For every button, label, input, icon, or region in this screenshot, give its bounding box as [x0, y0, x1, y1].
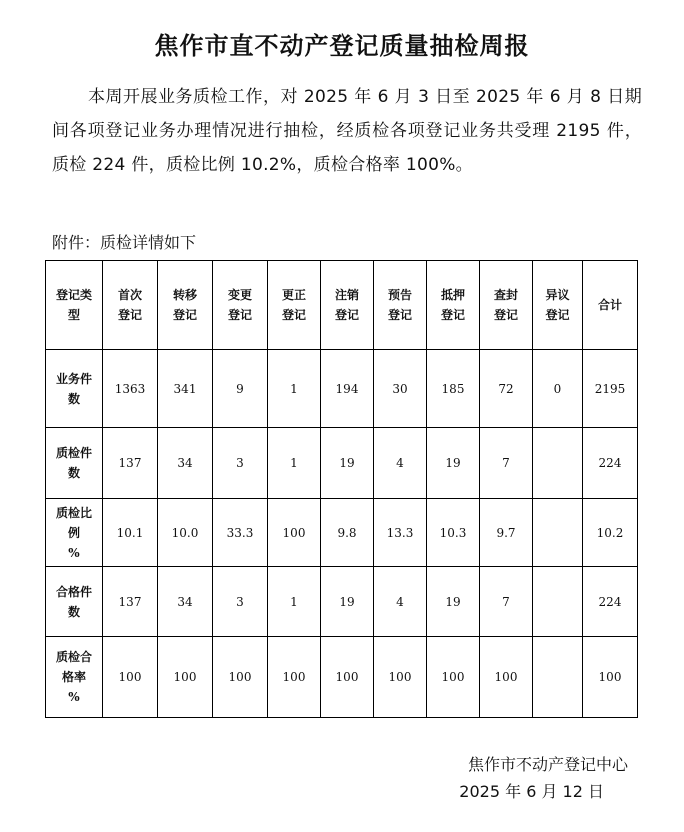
header-col-line2: 登记 [117, 308, 142, 322]
table-row [46, 428, 638, 499]
table-cell: 10.1 [103, 499, 158, 567]
table-cell: 224 [583, 428, 638, 499]
table-cell: 19 [321, 428, 374, 499]
table-row [46, 567, 638, 637]
table-cell: 1 [268, 567, 321, 637]
table-cell: 19 [427, 428, 480, 499]
table-cell: 19 [321, 567, 374, 637]
table-header-row [46, 261, 638, 350]
table-cell: 1 [268, 350, 321, 428]
table-cell: 30 [374, 350, 427, 428]
header-type-line1: 登记类 [55, 288, 92, 302]
row-label-line: % [68, 690, 80, 704]
table-cell: 3 [213, 567, 268, 637]
row-label-line: 数 [67, 391, 80, 406]
table-cell: 3 [213, 428, 268, 499]
table-cell: 185 [427, 350, 480, 428]
table-cell: 100 [268, 499, 321, 567]
row-label-cell [46, 499, 103, 567]
row-label-line: 格率 [61, 670, 86, 684]
table-cell: 9.8 [321, 499, 374, 567]
row-label-cell [46, 428, 103, 499]
header-col-line2: 登记 [440, 308, 465, 322]
header-col-line2: 登记 [493, 308, 518, 322]
header-column [374, 261, 427, 350]
row-label-line: 质检合 [55, 650, 92, 664]
header-col-line1: 合计 [597, 298, 622, 312]
table-cell [533, 499, 583, 567]
table-cell: 1363 [103, 350, 158, 428]
header-col-line2: 登记 [545, 308, 570, 322]
table-cell: 9.7 [480, 499, 533, 567]
table-row [46, 350, 638, 428]
header-column [480, 261, 533, 350]
table-cell: 100 [321, 637, 374, 718]
row-label-line: 数 [67, 466, 80, 480]
header-col-line1: 抵押 [440, 288, 465, 302]
table-cell: 0 [533, 350, 583, 428]
table-cell [533, 567, 583, 637]
table-cell: 100 [583, 637, 638, 718]
row-label-line: 质检件 [55, 446, 92, 460]
table-cell: 10.2 [583, 499, 638, 567]
table-cell: 194 [321, 350, 374, 428]
report-title: 焦作市直不动产登记质量抽检周报 [154, 31, 530, 60]
header-col-line1: 异议 [545, 288, 570, 302]
header-col-line1: 预告 [387, 288, 412, 302]
table-row [46, 499, 638, 567]
header-column [103, 261, 158, 350]
table-cell: 100 [103, 637, 158, 718]
footer-organization: 焦作市不动产登记中心 [467, 755, 628, 774]
attachment-note: 附件：质检详情如下 [52, 233, 197, 252]
table-cell: 13.3 [374, 499, 427, 567]
table-cell: 100 [374, 637, 427, 718]
header-col-line1: 首次 [117, 288, 142, 302]
row-label-line: 例 [67, 525, 80, 540]
table-cell: 10.0 [158, 499, 213, 567]
table-cell: 7 [480, 567, 533, 637]
table-cell: 341 [158, 350, 213, 428]
table-cell: 34 [158, 567, 213, 637]
header-column [321, 261, 374, 350]
table-cell: 137 [103, 567, 158, 637]
header-column [158, 261, 213, 350]
header-column [427, 261, 480, 350]
table-row [46, 637, 638, 718]
table-cell [533, 637, 583, 718]
table-cell: 4 [374, 567, 427, 637]
table-cell: 2195 [583, 350, 638, 428]
footer-date: 2025 年 6 月 12 日 [459, 782, 604, 801]
header-type-line2: 型 [67, 308, 80, 322]
header-col-line1: 注销 [334, 288, 359, 302]
header-column [268, 261, 321, 350]
row-label-cell [46, 637, 103, 718]
header-col-line2: 登记 [227, 308, 252, 322]
table-cell: 34 [158, 428, 213, 499]
summary-paragraph: 本周开展业务质检工作，对 2025 年 6 月 3 日至 2025 年 6 月 8 日期间各项登记业务办理情况进行抽检，经质检各项登记业务共受理 2195 件，质检 224 件，质检比例 10.2%，质检合格率 100%。 [52, 87, 642, 175]
row-label-line: 数 [67, 604, 80, 619]
row-label-cell [46, 350, 103, 428]
row-label-cell [46, 567, 103, 637]
header-column [533, 261, 583, 350]
quality-check-table [45, 260, 638, 718]
table-cell: 4 [374, 428, 427, 499]
header-column-total [583, 261, 638, 350]
table-cell: 100 [427, 637, 480, 718]
table-cell: 19 [427, 567, 480, 637]
header-column [213, 261, 268, 350]
header-col-line1: 更正 [281, 288, 306, 302]
header-col-line1: 查封 [493, 288, 518, 302]
table-cell: 10.3 [427, 499, 480, 567]
row-label-line: 合格件 [55, 584, 92, 599]
table-cell: 100 [213, 637, 268, 718]
table-cell: 100 [480, 637, 533, 718]
table-cell: 9 [213, 350, 268, 428]
table-cell: 100 [158, 637, 213, 718]
table-cell: 33.3 [213, 499, 268, 567]
header-col-line2: 登记 [281, 308, 306, 322]
row-label-line: 质检比 [55, 505, 92, 520]
table-cell: 100 [268, 637, 321, 718]
header-col-line1: 转移 [172, 288, 197, 302]
header-col-line2: 登记 [172, 308, 197, 322]
row-label-line: % [68, 545, 80, 560]
header-col-line2: 登记 [334, 308, 359, 322]
row-label-line: 业务件 [55, 371, 92, 386]
table-cell: 72 [480, 350, 533, 428]
table-cell: 7 [480, 428, 533, 499]
table-cell: 1 [268, 428, 321, 499]
header-col-line2: 登记 [387, 308, 412, 322]
table-cell: 224 [583, 567, 638, 637]
table-cell [533, 428, 583, 499]
header-type-cell [46, 261, 103, 350]
table-cell: 137 [103, 428, 158, 499]
header-col-line1: 变更 [227, 288, 252, 302]
